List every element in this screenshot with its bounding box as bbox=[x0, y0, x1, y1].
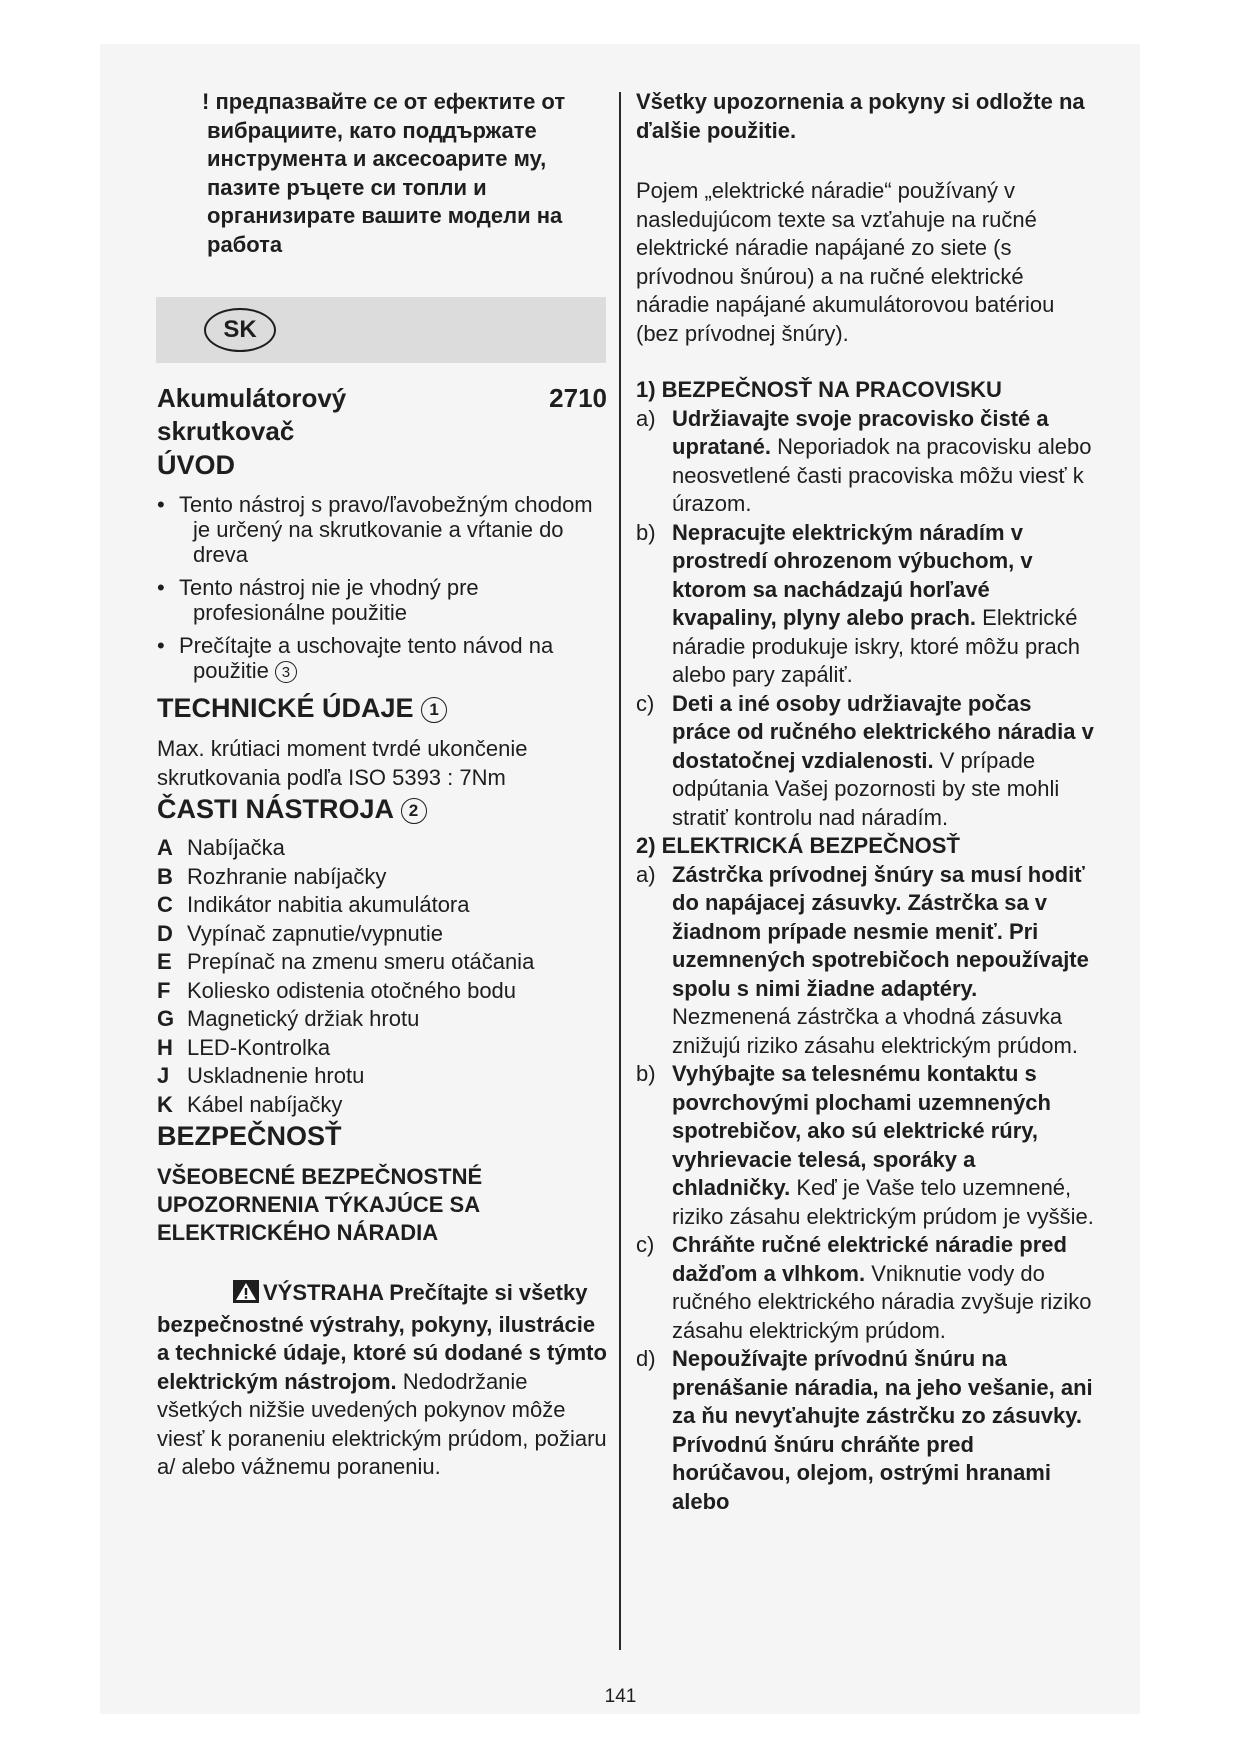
list-item: • Tento nástroj s pravo/ľavobežným chodom je určený na skrutkovanie a vŕtanie do dreva bbox=[157, 492, 593, 567]
part-letter: D bbox=[157, 920, 173, 946]
part-label: Rozhranie nabíjačky bbox=[187, 863, 387, 889]
list-item bbox=[636, 519, 1096, 690]
list-item bbox=[636, 1060, 1096, 1231]
item-label: b) bbox=[636, 519, 656, 545]
figure-ref-2: 2 bbox=[401, 798, 427, 824]
list-item bbox=[157, 920, 607, 949]
list-item bbox=[157, 834, 607, 863]
item-label: c) bbox=[636, 1232, 655, 1257]
part-letter: K bbox=[157, 1091, 173, 1117]
part-label: Nabíjačka bbox=[187, 835, 285, 861]
part-letter: C bbox=[157, 892, 173, 918]
list-item bbox=[157, 1034, 607, 1063]
safety-subheading: VŠEOBECNÉ BEZPEČNOSTNÉ UPOZORNENIA TÝKAJÚCE SA ELEKTRICKÉHO NÁRADIA bbox=[157, 1164, 483, 1246]
warning-bold-text: VÝSTRAHA Prečítajte si všetky bezpečnostné výstrahy, pokyny, ilustrácie a technické údaje, ktoré sú dodané s týmto elektrickým nástrojom. bbox=[157, 1280, 607, 1394]
list-item bbox=[157, 863, 607, 892]
part-letter: F bbox=[157, 977, 171, 1003]
bullet-text: Prečítajte a uschovajte tento návod na použitie bbox=[179, 633, 554, 683]
part-letter: H bbox=[157, 1034, 173, 1060]
list-item bbox=[157, 1091, 607, 1120]
product-name: Akumulátorový skrutkovač bbox=[157, 383, 347, 446]
intro-title: ÚVOD bbox=[157, 450, 236, 480]
list-item bbox=[157, 977, 607, 1006]
left-column bbox=[157, 88, 607, 1482]
list-item: • Prečítajte a uschovajte tento návod na použitie 3 bbox=[157, 633, 554, 683]
list-item bbox=[636, 861, 1096, 1061]
technical-data-text: Max. krútiaci moment tvrdé ukončenie skrutkovania podľa ISO 5393 : 7Nm bbox=[157, 736, 528, 790]
list-item bbox=[636, 1231, 1096, 1345]
language-band bbox=[156, 297, 606, 363]
list-item bbox=[157, 948, 607, 977]
item-text: Keď je Vaše telo uzemnené, riziko zásahu elektrickým prúdom je vyššie. bbox=[672, 1175, 1094, 1229]
bulgarian-vibration-note: ! предпазвайте се от ефектите от вибрациите, като поддържате инструмента и аксесоарите му, пазите ръцете си топли и организирате вашите модели на работа bbox=[202, 89, 566, 257]
part-letter: A bbox=[157, 835, 173, 861]
item-bold-text: Chráňte ručné elektrické náradie pred dažďom a vlhkom. bbox=[672, 1232, 1067, 1286]
page-number: 141 bbox=[604, 1686, 637, 1707]
technical-data-title-text: TECHNICKÉ ÚDAJE bbox=[157, 693, 414, 724]
part-label: LED-Kontrolka bbox=[187, 1034, 331, 1060]
bullet-text: Tento nástroj s pravo/ľavobežným chodom je určený na skrutkovanie a vŕtanie do dreva bbox=[179, 492, 593, 567]
list-item: • Tento nástroj nie je vhodný pre profesionálne použitie bbox=[157, 575, 479, 625]
general-warning bbox=[157, 1279, 607, 1482]
figure-ref-1: 1 bbox=[421, 697, 447, 723]
power-tool-definition: Pojem „elektrické náradie“ používaný v nasledujúcom texte sa vzťahuje na ručné elektrické náradie napájané zo siete (s prívodnou šnúrou) a na ručné elektrické náradie napájané akumulátorovou batériou (bez prívodnej šnúry). bbox=[636, 178, 1055, 346]
product-header bbox=[157, 382, 607, 448]
figure-ref-3: 3 bbox=[275, 661, 297, 683]
item-bold-text: Vyhýbajte sa telesnému kontaktu s povrchovými plochami uzemnených spotrebičov, ako sú elektrické rúry, vyhrievacie telesá, sporáky a chladničky. bbox=[672, 1061, 1051, 1200]
list-item bbox=[157, 1062, 607, 1091]
item-text: Elektrické náradie produkuje iskry, ktoré môžu prach alebo pary zapáliť. bbox=[672, 605, 1081, 687]
item-text: Neporiadok na pracovisku alebo neosvetlené časti pracoviska môžu viesť k úrazom. bbox=[672, 434, 1092, 516]
list-item bbox=[157, 1005, 607, 1034]
parts-title-text: ČASTI NÁSTROJA bbox=[157, 794, 394, 825]
part-letter: J bbox=[157, 1063, 170, 1089]
parts-list bbox=[157, 834, 607, 1119]
work-area-safety-title: 1) BEZPEČNOSŤ NA PRACOVISKU bbox=[636, 377, 1002, 402]
part-label: Magnetický držiak hrotu bbox=[187, 1006, 420, 1032]
intro-bullets bbox=[157, 492, 607, 683]
keep-instructions-note: Všetky upozornenia a pokyny si odložte na ďalšie použitie. bbox=[636, 89, 1085, 143]
part-label: Vypínač zapnutie/vypnutie bbox=[187, 920, 444, 946]
safety-title: BEZPEČNOSŤ bbox=[157, 1121, 342, 1152]
part-letter: B bbox=[157, 863, 173, 889]
warning-text: Nedodržanie všetkých nižšie uvedených pokynov môže viesť k poraneniu elektrickým prúdom, požiaru a/ alebo vážnemu poraneniu. bbox=[157, 1368, 607, 1480]
item-label: a) bbox=[636, 405, 656, 431]
technical-data-title bbox=[157, 691, 607, 725]
product-code: 2710 bbox=[549, 383, 607, 413]
item-bold-text: Zástrčka prívodnej šnúry sa musí hodiť do napájacej zásuvky. Zástrčka sa v žiadnom prípade nesmie meniť. Pri uzemnených spotrebičoch nepoužívajte spolu s nimi žiadne adaptéry. bbox=[672, 861, 1089, 1001]
item-bold-text: Deti a iné osoby udržiavajte počas práce od ručného elektrického náradia v dostatočnej vzdialenosti. bbox=[672, 690, 1094, 773]
item-label: b) bbox=[636, 1061, 656, 1086]
part-letter: G bbox=[157, 1006, 175, 1032]
part-label: Indikátor nabitia akumulátora bbox=[187, 892, 470, 918]
item-label: c) bbox=[636, 690, 655, 716]
item-text: Nezmenená zástrčka a vhodná zásuvka znižujú riziko zásahu elektrickým prúdom. bbox=[672, 1004, 1078, 1058]
right-column bbox=[636, 88, 1096, 1516]
item-bold-text: Nepoužívajte prívodnú šnúru na prenášanie náradia, na jeho vešanie, ani za ňu nevyťahujte zástrčku zo zásuvky. Prívodnú šnúru chráňte pred horúčavou, olejom, ostrými hranami alebo bbox=[672, 1346, 1093, 1514]
electrical-safety-title: 2) ELEKTRICKÁ BEZPEČNOSŤ bbox=[636, 833, 960, 858]
item-bold-text: Nepracujte elektrickým náradím v prostredí ohrozenom výbuchom, v ktorom sa nachádzajú horľavé kvapaliny, plyny alebo prach. bbox=[672, 519, 1033, 630]
item-label: a) bbox=[636, 861, 656, 887]
parts-title bbox=[157, 792, 607, 826]
part-label: Uskladnenie hrotu bbox=[187, 1063, 365, 1089]
part-letter: E bbox=[157, 949, 172, 975]
list-item bbox=[636, 405, 1096, 519]
bullet-text: Tento nástroj nie je vhodný pre profesionálne použitie bbox=[179, 575, 479, 625]
list-item bbox=[157, 891, 607, 920]
part-label: Kábel nabíjačky bbox=[187, 1091, 343, 1117]
part-label: Prepínač na zmenu smeru otáčania bbox=[187, 949, 535, 975]
column-divider bbox=[619, 92, 621, 1650]
part-label: Koliesko odistenia otočného bodu bbox=[187, 977, 517, 1003]
list-item bbox=[636, 1345, 1096, 1516]
item-bold-text: Udržiavajte svoje pracovisko čisté a upratané. bbox=[672, 405, 1049, 459]
item-text: Vniknutie vody do ručného elektrického náradia zvyšuje riziko zásahu elektrickým prúdom. bbox=[672, 1260, 1092, 1343]
item-text: V prípade odpútania Vašej pozornosti by ste mohli stratiť kontrolu nad náradím. bbox=[672, 747, 1060, 830]
warning-triangle-icon bbox=[195, 1280, 259, 1311]
language-badge: SK bbox=[204, 308, 276, 352]
list-item bbox=[636, 690, 1096, 833]
item-label: d) bbox=[636, 1346, 656, 1371]
